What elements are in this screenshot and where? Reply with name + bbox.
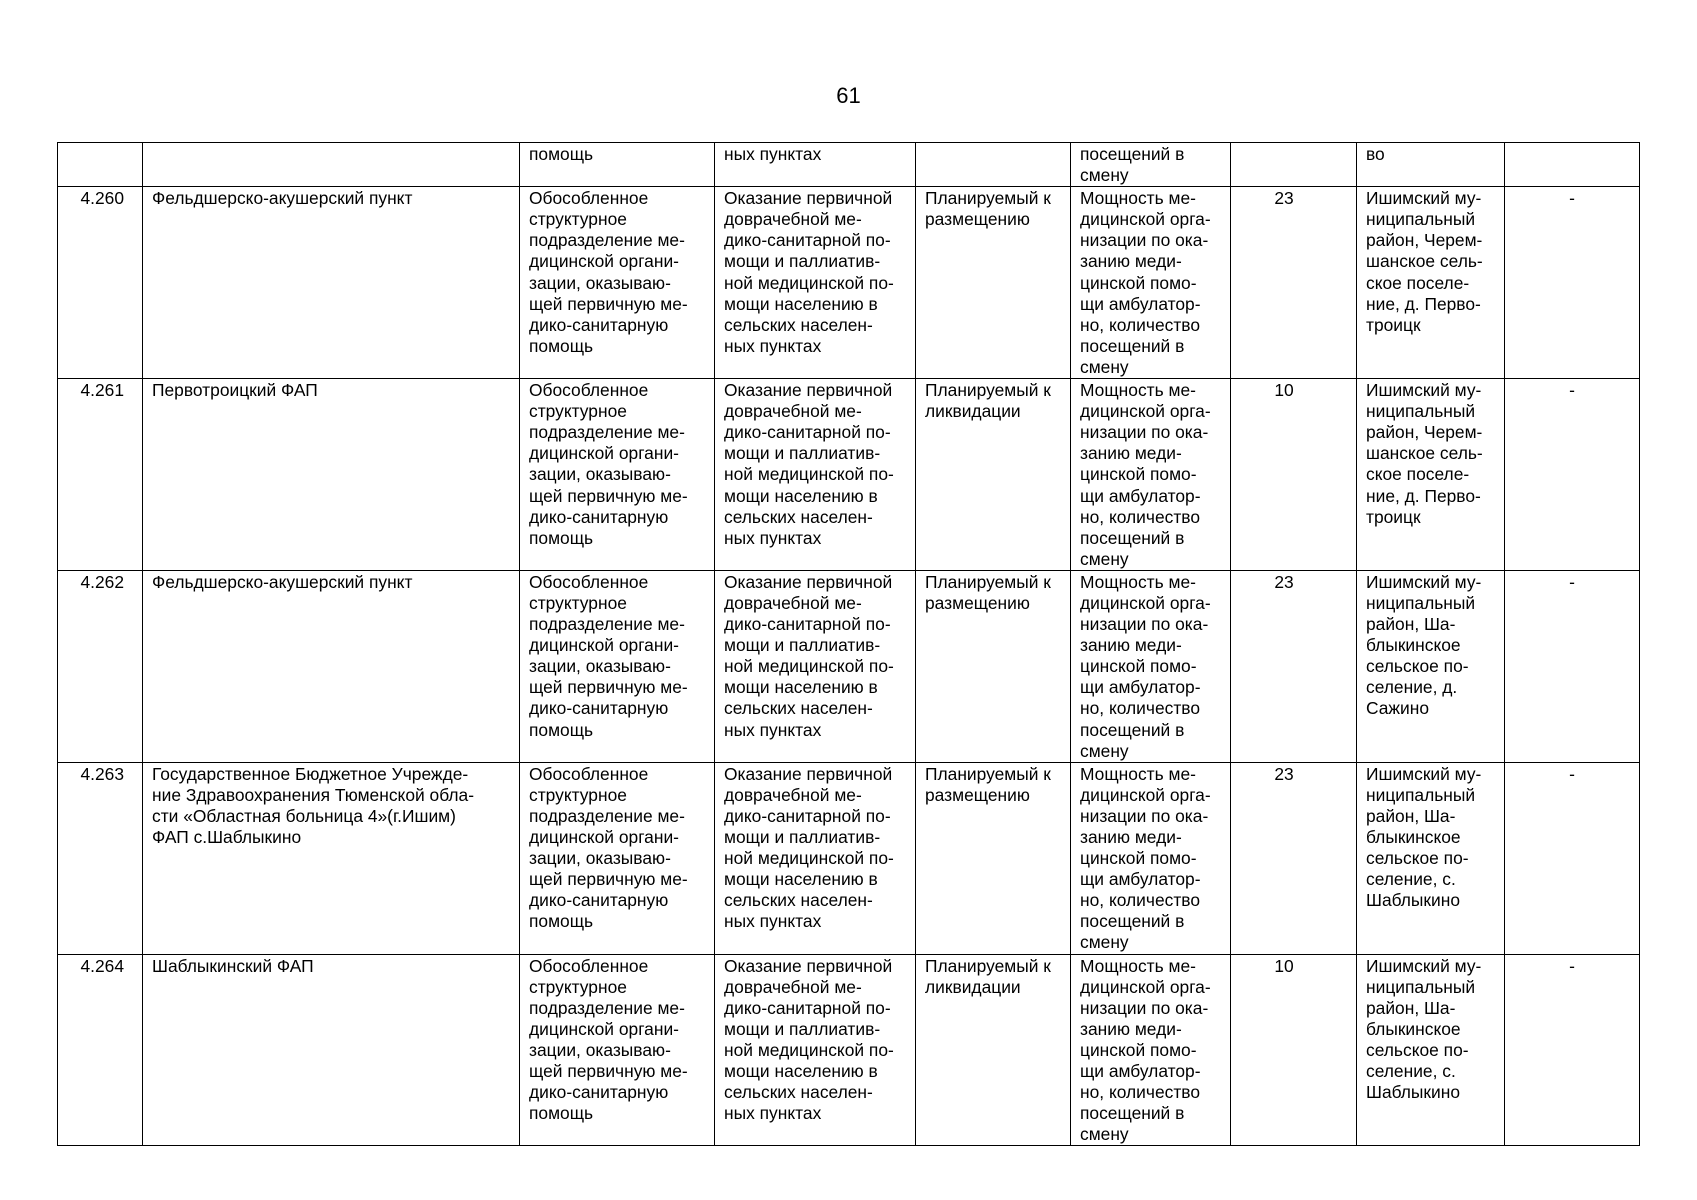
- cell-characteristic: Мощность ме- дицинской орга- низации по ока- занию меди- цинской помо- щи амбулатор- но, количество посещений в смену: [1071, 570, 1231, 762]
- cell-number: 4.261: [58, 379, 143, 571]
- cell-purpose: ных пунктах: [715, 143, 916, 187]
- cell-status: Планируемый к ликвидации: [916, 954, 1071, 1146]
- cell-type: Обособленное структурное подразделение ме- дицинской органи- зации, оказываю- щей первичную ме- дико-санитарную помощь: [520, 762, 715, 954]
- cell-status: Планируемый к ликвидации: [916, 379, 1071, 571]
- cell-location: во: [1357, 143, 1505, 187]
- cell-capacity: 10: [1231, 379, 1357, 571]
- cell-purpose: Оказание первичной доврачебной ме- дико-санитарной по- мощи и паллиатив- ной медицинской по- мощи населению в сельских населен- ных пунктах: [715, 762, 916, 954]
- page-number: 61: [836, 83, 861, 108]
- cell-location: Ишимский му- ниципальный район, Ша- блыкинское сельское по- селение, с. Шаблыкино: [1357, 762, 1505, 954]
- cell-capacity: 23: [1231, 187, 1357, 379]
- cell-purpose: Оказание первичной доврачебной ме- дико-санитарной по- мощи и паллиатив- ной медицинской по- мощи населению в сельских населен- ных пунктах: [715, 570, 916, 762]
- cell-status: Планируемый к размещению: [916, 187, 1071, 379]
- cell-purpose: Оказание первичной доврачебной ме- дико-санитарной по- мощи и паллиатив- ной медицинской по- мощи населению в сельских населен- ных пунктах: [715, 379, 916, 571]
- continuation-row: [58, 143, 1640, 187]
- cell-name: Шаблыкинский ФАП: [143, 954, 520, 1146]
- cell-characteristic: Мощность ме- дицинской орга- низации по ока- занию меди- цинской помо- щи амбулатор- но, количество посещений в смену: [1071, 187, 1231, 379]
- cell-number: 4.264: [58, 954, 143, 1146]
- cell-number: 4.260: [58, 187, 143, 379]
- cell-location: Ишимский му- ниципальный район, Ша- блыкинское сельское по- селение, с. Шаблыкино: [1357, 954, 1505, 1146]
- cell-characteristic: Мощность ме- дицинской орга- низации по ока- занию меди- цинской помо- щи амбулатор- но, количество посещений в смену: [1071, 379, 1231, 571]
- cell-zones: -: [1505, 762, 1640, 954]
- cell-capacity: 10: [1231, 954, 1357, 1146]
- cell-number: 4.262: [58, 570, 143, 762]
- cell-capacity: 23: [1231, 762, 1357, 954]
- cell-status: Планируемый к размещению: [916, 570, 1071, 762]
- cell-characteristic: посещений в смену: [1071, 143, 1231, 187]
- cell-type: Обособленное структурное подразделение ме- дицинской органи- зации, оказываю- щей первичную ме- дико-санитарную помощь: [520, 379, 715, 571]
- cell-zones: [1505, 143, 1640, 187]
- cell-zones: -: [1505, 570, 1640, 762]
- cell-number: 4.263: [58, 762, 143, 954]
- cell-characteristic: Мощность ме- дицинской орга- низации по ока- занию меди- цинской помо- щи амбулатор- но, количество посещений в смену: [1071, 954, 1231, 1146]
- table-row: [58, 187, 1640, 379]
- table-row: [58, 379, 1640, 571]
- table-row: [58, 570, 1640, 762]
- cell-capacity: 23: [1231, 570, 1357, 762]
- cell-purpose: Оказание первичной доврачебной ме- дико-санитарной по- мощи и паллиатив- ной медицинской по- мощи населению в сельских населен- ных пунктах: [715, 187, 916, 379]
- table-row: [58, 762, 1640, 954]
- cell-name: [143, 143, 520, 187]
- cell-zones: -: [1505, 954, 1640, 1146]
- cell-type: Обособленное структурное подразделение ме- дицинской органи- зации, оказываю- щей первичную ме- дико-санитарную помощь: [520, 570, 715, 762]
- cell-characteristic: Мощность ме- дицинской орга- низации по ока- занию меди- цинской помо- щи амбулатор- но, количество посещений в смену: [1071, 762, 1231, 954]
- cell-capacity: [1231, 143, 1357, 187]
- cell-status: [916, 143, 1071, 187]
- cell-type: помощь: [520, 143, 715, 187]
- cell-location: Ишимский му- ниципальный район, Черем- шанское сель- ское поселе- ние, д. Перво- троицк: [1357, 187, 1505, 379]
- cell-type: Обособленное структурное подразделение ме- дицинской органи- зации, оказываю- щей первичную ме- дико-санитарную помощь: [520, 954, 715, 1146]
- cell-name: Государственное Бюджетное Учрежде- ние Здравоохранения Тюменской обла- сти «Областная больница 4»(г.Ишим) ФАП с.Шаблыкино: [143, 762, 520, 954]
- cell-location: Ишимский му- ниципальный район, Ша- блыкинское сельское по- селение, д. Сажино: [1357, 570, 1505, 762]
- cell-name: Фельдшерско-акушерский пункт: [143, 187, 520, 379]
- cell-type: Обособленное структурное подразделение ме- дицинской органи- зации, оказываю- щей первичную ме- дико-санитарную помощь: [520, 187, 715, 379]
- cell-zones: -: [1505, 187, 1640, 379]
- cell-number: [58, 143, 143, 187]
- table-row: [58, 954, 1640, 1146]
- cell-location: Ишимский му- ниципальный район, Черем- шанское сель- ское поселе- ние, д. Перво- троицк: [1357, 379, 1505, 571]
- cell-name: Первотроицкий ФАП: [143, 379, 520, 571]
- cell-zones: -: [1505, 379, 1640, 571]
- objects-table: [57, 142, 1640, 1146]
- cell-name: Фельдшерско-акушерский пункт: [143, 570, 520, 762]
- cell-status: Планируемый к размещению: [916, 762, 1071, 954]
- cell-purpose: Оказание первичной доврачебной ме- дико-санитарной по- мощи и паллиатив- ной медицинской по- мощи населению в сельских населен- ных пунктах: [715, 954, 916, 1146]
